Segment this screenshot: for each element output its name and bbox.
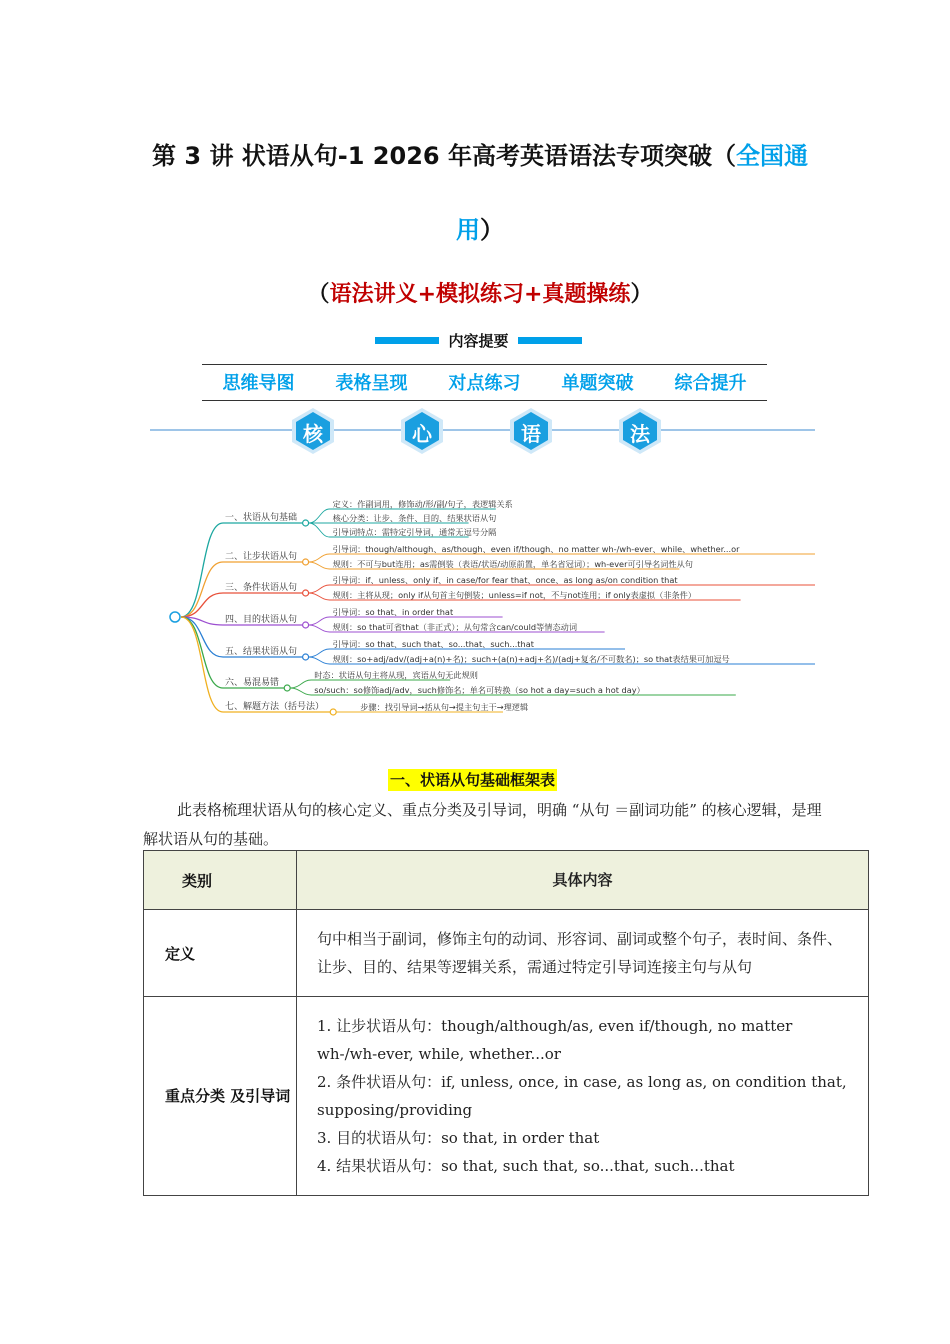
- table-header-row: [144, 851, 869, 910]
- mindmap-leaf-label: 定义：作副词用，修饰动/形/副/句子，表逻辑关系: [332, 499, 513, 509]
- title-main: 第 3 讲 状语从句-1 2026 年高考英语语法专项突破（: [152, 142, 736, 170]
- nav-item-single[interactable]: 单题突破: [561, 373, 634, 394]
- table-cell-definition-label: 定义: [144, 910, 297, 997]
- summary-label: 内容提要: [448, 332, 509, 350]
- nav-item-practice[interactable]: 对点练习: [448, 373, 521, 394]
- mindmap-leaf-label: 规则：so+adj/adv/(adj+a(n)+名)；such+(a(n)+adj+名)/(adj+复名/不可数名)；so that表结果可加逗号: [332, 654, 730, 664]
- table-cell-classification-label: [144, 997, 297, 1196]
- section-intro-paragraph: 此表格梳理状语从句的核心定义、重点分类及引导词，明确 “从句 ＝副词功能” 的核心逻辑，是理解状语从句的基础。: [143, 801, 822, 848]
- mind-map: [165, 495, 815, 725]
- mindmap-leaf-label: 引导词：so that、such that、so...that、such...that: [332, 639, 534, 649]
- hex-char-1: 核: [303, 422, 323, 446]
- mindmap-root-node: [170, 612, 180, 622]
- hex-badge-1: [289, 407, 337, 455]
- mindmap-branch-line: [181, 617, 330, 712]
- title-blue-part2: 用: [456, 216, 480, 244]
- framework-table: [143, 850, 869, 1196]
- mindmap-node-dot: [303, 654, 309, 660]
- table-header-content: 具体内容: [297, 851, 869, 910]
- subtitle-red: 语法讲义+模拟练习+真题操练: [329, 282, 631, 307]
- classification-label-line1: 重点分类: [165, 1087, 226, 1105]
- title-close: ）: [480, 216, 504, 244]
- hex-char-2: 心: [412, 422, 432, 446]
- mindmap-node-dot: [303, 622, 309, 628]
- table-cell-classification-content: [297, 997, 869, 1196]
- classification-item-4: 4. 结果状语从句：so that, such that, so...that, such...that: [317, 1157, 735, 1175]
- mindmap-leaf-label: 核心分类：让步、条件、目的、结果状语从句: [332, 513, 497, 523]
- mindmap-leaf-label: 引导词：so that、in order that: [332, 607, 454, 617]
- hex-badge-3: [507, 407, 555, 455]
- hex-connector-line: [150, 429, 815, 431]
- mindmap-branch-line: [181, 523, 303, 617]
- nav-bottom-rule: [202, 400, 767, 401]
- mindmap-leaf-label: 规则：主将从现；only if从句首主句倒装；unless=if not，不与not连用；if only表虚拟（非条件）: [332, 590, 697, 600]
- classification-label-line2: 及引导词: [230, 1087, 291, 1105]
- hex-badge-2: [398, 407, 446, 455]
- mindmap-leaf-label: 规则：so that可省that（非正式）；从句常含can/could等情态动词: [332, 622, 578, 632]
- mindmap-node-dot: [284, 685, 290, 691]
- mindmap-leaf-label: 引导词：though/although、as/though、even if/though、no matter wh-/wh-ever、while、whether...or: [332, 544, 740, 554]
- mindmap-branch-label: 四、目的状语从句: [225, 615, 298, 625]
- summary-nav: [202, 369, 767, 395]
- nav-top-rule: [202, 364, 767, 365]
- mindmap-leaf-label: 引导词特点：需特定引导词，通常无逗号分隔: [332, 527, 497, 537]
- subtitle-close: ）: [630, 282, 653, 307]
- page-title-line2: [150, 210, 810, 245]
- section-title: 一、状语从句基础框架表: [390, 771, 556, 789]
- mindmap-branch-label: 七、解题方法（括号法）: [225, 702, 325, 712]
- page-title: [150, 136, 810, 171]
- mindmap-node-dot: [330, 709, 336, 715]
- mindmap-node-dot: [303, 590, 309, 596]
- hex-badge-4: [616, 407, 664, 455]
- mindmap-branch-label: 三、条件状语从句: [225, 583, 298, 593]
- mindmap-branch-label: 二、让步状语从句: [225, 552, 298, 562]
- mindmap-node-dot: [303, 559, 309, 565]
- nav-item-mindmap[interactable]: 思维导图: [222, 373, 295, 394]
- mindmap-branch-label: 一、状语从句基础: [225, 513, 298, 523]
- table-row: [144, 910, 869, 997]
- nav-item-table[interactable]: 表格呈现: [335, 373, 408, 394]
- mindmap-leaf-label: 引导词：if、unless、only if、in case/for fear that、once、as long as/on condition that: [332, 575, 678, 585]
- page-subtitle: [150, 277, 810, 308]
- table-header-category: 类别: [144, 851, 297, 910]
- mindmap-leaf-label: so/such：so修饰adj/adv，such修饰名；单名可转换（so hot a day=such a hot day）: [314, 685, 645, 695]
- mindmap-leaf-label: 规则：不可与but连用；as需倒装（表语/状语/动原前置，单名省冠词）；wh-ever可引导名词性从句: [332, 559, 693, 569]
- nav-item-comprehensive[interactable]: 综合提升: [674, 373, 747, 394]
- mindmap-branch-label: 五、结果状语从句: [225, 647, 298, 657]
- mindmap-leaf-label: 时态：状语从句主将从现，宾语从句无此规则: [314, 670, 478, 680]
- hex-char-4: 法: [630, 422, 650, 446]
- classification-item-3: 3. 目的状语从句：so that, in order that: [317, 1129, 600, 1147]
- classification-item-1: 1. 让步状语从句：though/although/as, even if/though, no matter wh-/wh-ever, while, whether...or: [317, 1017, 793, 1063]
- subtitle-open: （: [307, 282, 330, 307]
- table-cell-definition-content: 句中相当于副词，修饰主句的动词、形容词、副词或整个句子，表时间、条件、让步、目的、结果等逻辑关系，需通过特定引导词连接主句与从句: [297, 910, 869, 997]
- title-blue-part1: 全国通: [735, 142, 808, 170]
- classification-item-2: 2. 条件状语从句：if, unless, once, in case, as long as, on condition that, supposing/providing: [317, 1073, 847, 1119]
- summary-heading: [375, 329, 582, 351]
- table-row: [144, 997, 869, 1196]
- mindmap-leaf-label: 步骤：找引导词→括从句→提主句主干→理逻辑: [360, 702, 529, 712]
- mindmap-node-dot: [303, 520, 309, 526]
- mindmap-branch-label: 六、易混易错: [225, 678, 280, 688]
- hex-char-3: 语: [521, 422, 541, 446]
